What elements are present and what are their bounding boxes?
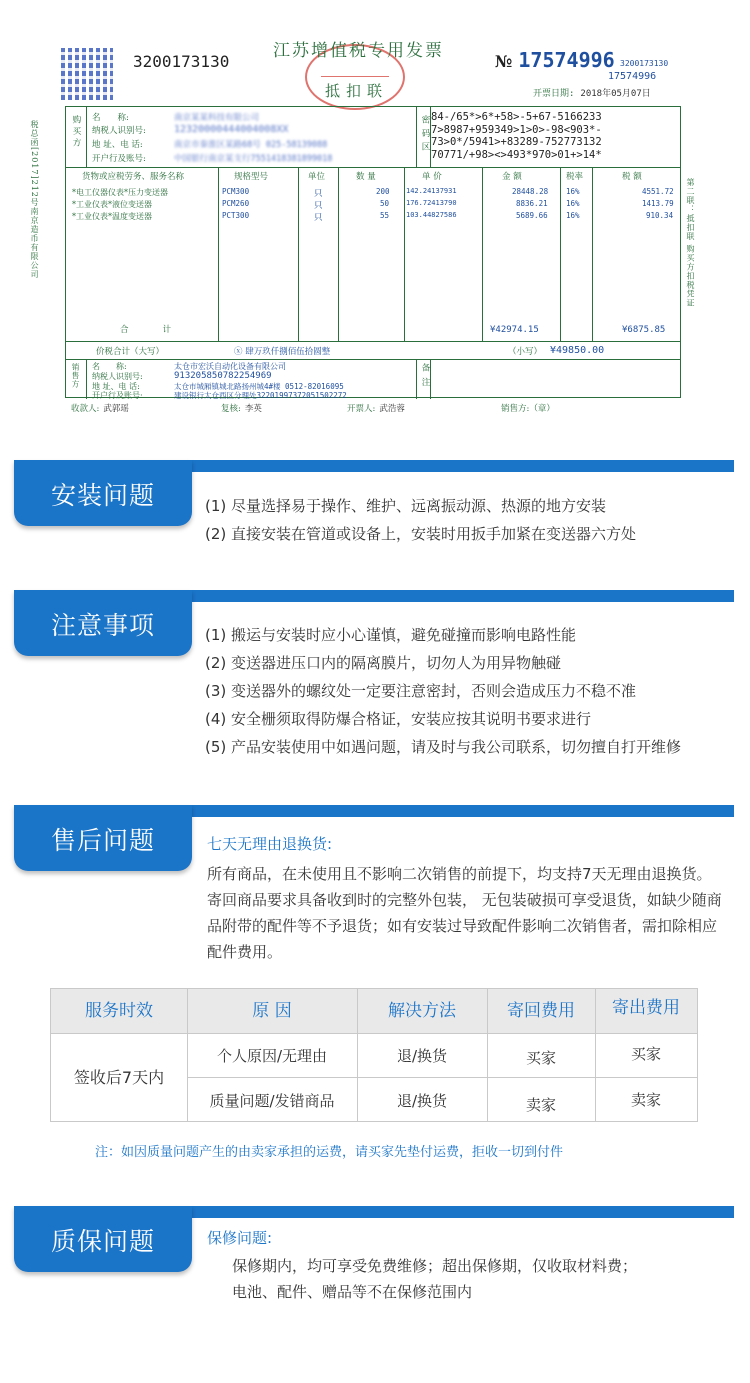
remark-label: 备注	[420, 363, 430, 392]
install-header	[14, 460, 192, 526]
td-return-fee: 买家	[525, 1049, 556, 1067]
grand-small-label: （小写）	[508, 347, 543, 357]
invoice-title: 江苏增值税专用发票	[273, 41, 444, 61]
col-unit: 单位	[308, 172, 326, 182]
notice-item: (2) 变送器进压口内的隔离膜片，切勿人为用异物触碰	[205, 654, 562, 672]
item-model: PCT300	[222, 211, 250, 220]
item-amount: 5689.66	[516, 211, 548, 220]
right-vertical-text: 第二联：抵扣联 购买方扣税凭证	[686, 178, 695, 308]
notice-list	[205, 621, 681, 761]
drawer-value: 武浩蓉	[379, 404, 405, 414]
col-qty: 数 量	[356, 172, 376, 182]
notice-title: 注意事项	[50, 611, 155, 640]
cipher-label: 密码区	[420, 115, 430, 156]
install-item: (2) 直接安装在管道或设备上，安装时用扳手加紧在变送器六方处	[205, 525, 637, 543]
warranty-title: 质保问题	[50, 1227, 155, 1256]
invoice-date	[533, 86, 651, 99]
invoice-subtitle: 抵扣联	[325, 82, 389, 100]
reviewer	[221, 402, 262, 414]
invoice-small-number: 17574996	[608, 71, 657, 82]
warranty-line: 电池、配件、赠品等不在保修范围内	[232, 1283, 473, 1301]
item-unit: 只	[314, 189, 323, 199]
buyer-side-label: 购买方	[71, 115, 81, 150]
td-reason: 质量问题/发错商品	[209, 1092, 335, 1110]
item-name: *工业仪表*温度变送器	[72, 212, 152, 221]
col-model: 规格型号	[234, 172, 269, 182]
total-amount: ¥42974.15	[490, 325, 539, 335]
aftersales-header	[14, 805, 192, 871]
notice-item: (1) 搬运与安装时应小心谨慎，避免碰撞而影响电路性能	[205, 626, 577, 644]
invoice-code: 3200173130	[133, 52, 230, 71]
install-list	[205, 492, 636, 548]
cipher-line: 70771/+98><>493*970>01+>14*	[431, 148, 602, 161]
buyer-taxid-label: 纳税人识别号:	[92, 126, 146, 136]
td-send-fee: 卖家	[630, 1091, 661, 1109]
td-method: 退/换货	[396, 1047, 448, 1065]
col-amount: 金 额	[502, 172, 522, 182]
drawer	[347, 402, 405, 414]
item-price: 142.24137931	[406, 187, 457, 195]
payee-label: 收款人:	[71, 404, 100, 414]
td-method: 退/换货	[396, 1092, 448, 1110]
aftersales-text: 所有商品，在未使用且不影响二次销售的前提下，均支持7天无理由退换货。 寄回商品要求具备收到时的完整外包装， 无包装破损可享受退货，如缺少随商品附带的配件等不予退货；如有安装过导致配件影响二次销售者，需扣除相应配件费用。	[207, 865, 722, 961]
item-tax: 1413.79	[642, 199, 674, 208]
item-model: PCM300	[222, 187, 250, 196]
install-item: (1) 尽量选择易于操作、维护、远离振动源、热源的地方安装	[205, 497, 607, 515]
payee	[71, 402, 129, 414]
td-reason: 个人原因/无理由	[216, 1047, 328, 1065]
col-tax: 税 额	[622, 172, 642, 182]
th-period: 服务时效	[85, 1001, 153, 1021]
total-tax: ¥6875.85	[622, 325, 666, 335]
cipher-line: 7>8987+959349>1>0>-98<903*-	[431, 123, 602, 136]
td-return-fee: 卖家	[525, 1096, 556, 1114]
number-symbol: №	[495, 52, 513, 71]
seller-taxid-label: 纳税人识别号:	[92, 372, 143, 381]
buyer-name-label: 名 称:	[92, 113, 129, 123]
grand-total-words: ⓧ 肆万玖仟捌佰伍拾圆整	[234, 347, 331, 357]
item-qty: 200	[376, 187, 390, 196]
service-table	[50, 988, 698, 1122]
seller-name-label: 名 称:	[92, 362, 127, 371]
cipher-block	[431, 111, 602, 161]
aftersales-subtitle: 七天无理由退换货:	[207, 835, 333, 853]
qr-code	[61, 48, 113, 100]
item-unit: 只	[314, 201, 323, 211]
seller-name: 太仓市宏沃自动化设备有限公司	[174, 362, 286, 371]
warranty-header	[14, 1206, 192, 1272]
invoice-number	[495, 48, 615, 72]
col-rate: 税率	[566, 172, 584, 182]
notice-header	[14, 590, 192, 656]
buyer-address: 南京市秦淮区某路68号 025-58139088	[174, 140, 328, 150]
notice-item: (3) 变送器外的螺纹处一定要注意密封，否则会造成压力不稳不准	[205, 682, 637, 700]
buyer-name: 南京某某科技有限公司	[174, 113, 260, 123]
item-amount: 28448.28	[512, 187, 549, 196]
install-title: 安装问题	[50, 481, 155, 510]
buyer-taxid: 12320000444004008XX	[174, 124, 289, 135]
invoice-image	[30, 28, 695, 423]
seller-address: 太仓市城厢镇城北路扬州城4#楼 0512-82016095	[174, 382, 344, 391]
cipher-line: 84-/65*>6*+58>-5+67-5166233	[431, 111, 602, 123]
th-return-fee: 寄回费用	[507, 1001, 575, 1021]
item-rate: 16%	[566, 199, 580, 208]
col-price: 单 价	[422, 172, 442, 182]
warranty-text	[232, 1253, 637, 1305]
grand-total-small: ¥49850.00	[550, 345, 605, 356]
left-vertical-text: 税总函[2017]212号南京造币有限公司	[30, 120, 39, 279]
reviewer-label: 复核:	[221, 404, 241, 414]
payee-value: 武郭瑶	[103, 404, 129, 414]
buyer-bank: 中国银行南京某支行7551418381899018	[174, 154, 333, 164]
item-model: PCM260	[222, 199, 250, 208]
invoice-number-value: 17574996	[518, 48, 615, 72]
item-tax: 4551.72	[642, 187, 674, 196]
td-period: 签收后7天内	[73, 1068, 165, 1087]
item-unit: 只	[314, 213, 323, 223]
warranty-subtitle: 保修问题:	[207, 1229, 273, 1247]
seller-stamp: 销售方:（章）	[501, 404, 555, 414]
item-qty: 50	[380, 199, 390, 208]
seller-bank-label: 开户行及账号:	[92, 391, 143, 400]
date-value: 2018年05月07日	[580, 89, 651, 99]
item-price: 176.72413790	[406, 199, 457, 207]
item-amount: 8836.21	[516, 199, 548, 208]
item-price: 103.44827586	[406, 211, 457, 219]
notice-item: (5) 产品安装使用中如遇问题，请及时与我公司联系，切勿擅自打开维修	[205, 738, 682, 756]
item-qty: 55	[380, 211, 390, 220]
item-name: *电工仪器仪表*压力变送器	[72, 188, 168, 197]
th-reason: 原 因	[252, 1001, 292, 1021]
aftersales-title: 售后问题	[50, 826, 155, 855]
notice-item: (4) 安全栅须取得防爆合格证，安装应按其说明书要求进行	[205, 710, 592, 728]
cipher-line: 73>0*/5941>+83289-752773132	[431, 136, 602, 148]
buyer-address-label: 地 址、电 话:	[92, 140, 143, 150]
drawer-label: 开票人:	[347, 404, 376, 414]
th-send-fee: 寄出费用	[612, 998, 680, 1018]
seller-bank: 建设银行太仓西区分理处32201997372051502272	[174, 391, 347, 400]
invoice-small-code: 3200173130	[620, 59, 669, 68]
td-send-fee: 买家	[630, 1045, 661, 1063]
seller-address-label: 地 址、电 话:	[92, 382, 140, 391]
item-tax: 910.34	[646, 211, 674, 220]
shipping-note: 注：如因质量问题产生的由卖家承担的运费，请买家先垫付运费，拒收一切到付件	[95, 1145, 564, 1160]
seller-side-label: 销售方	[71, 363, 80, 389]
item-name: *工业仪表*液位变送器	[72, 200, 152, 209]
seller-taxid: 913205850782254969	[174, 371, 272, 381]
warranty-line: 保修期内，均可享受免费维修；超出保修期，仅收取材料费；	[232, 1257, 638, 1275]
buyer-bank-label: 开户行及账号:	[92, 154, 146, 164]
th-method: 解决方法	[388, 1001, 456, 1021]
invoice-grid	[65, 106, 681, 398]
item-rate: 16%	[566, 211, 580, 220]
item-rate: 16%	[566, 187, 580, 196]
grand-total-label: 价税合计（大写）	[96, 347, 165, 357]
col-goods: 货物或应税劳务、服务名称	[82, 172, 185, 182]
total-label: 合 计	[120, 325, 172, 335]
date-label: 开票日期:	[533, 89, 575, 99]
reviewer-value: 李英	[244, 404, 262, 414]
